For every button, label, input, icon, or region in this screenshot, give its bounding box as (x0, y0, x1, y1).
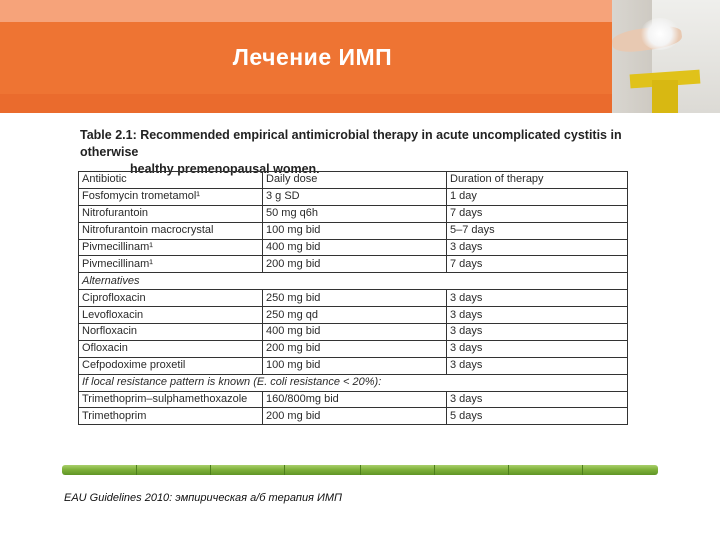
table-row (79, 188, 628, 205)
dose-cell: 400 mg bid (263, 324, 447, 341)
dose-cell: 250 mg bid (263, 290, 447, 307)
table-row (79, 391, 628, 408)
antibiotic-cell: Ciprofloxacin (79, 290, 263, 307)
duration-cell: 3 days (447, 391, 628, 408)
table-row (79, 357, 628, 374)
dose-cell: 3 g SD (263, 188, 447, 205)
antibiotic-cell: Nitrofurantoin macrocrystal (79, 222, 263, 239)
antibiotic-cell: Ofloxacin (79, 340, 263, 357)
dose-cell: 100 mg bid (263, 357, 447, 374)
slide-header (0, 0, 720, 113)
local-resistance-label: If local resistance pattern is known (E. coli resistance < 20%): (79, 374, 628, 391)
dose-cell: 100 mg bid (263, 222, 447, 239)
duration-cell: 3 days (447, 290, 628, 307)
slide-title: Лечение ИМП (232, 44, 393, 70)
dose-cell: 200 mg bid (263, 256, 447, 273)
duration-cell: 3 days (447, 340, 628, 357)
header-cell: Daily dose (263, 172, 447, 189)
duration-cell: 1 day (447, 188, 628, 205)
alternatives-label: Alternatives (79, 273, 628, 290)
dose-cell: 200 mg bid (263, 408, 447, 425)
table-row (79, 205, 628, 222)
table-row (79, 324, 628, 341)
header-cell: Antibiotic (79, 172, 263, 189)
antibiotic-cell: Trimethoprim (79, 408, 263, 425)
antibiotic-cell: Norfloxacin (79, 324, 263, 341)
header-cell: Duration of therapy (447, 172, 628, 189)
table-row (79, 307, 628, 324)
duration-cell: 3 days (447, 239, 628, 256)
table-caption-line1: Table 2.1: Recommended empirical antimicrobial therapy in acute uncomplicated cystitis in otherwise (80, 128, 622, 159)
bamboo-joint (284, 465, 285, 475)
dose-cell: 250 mg qd (263, 307, 447, 324)
antibiotic-cell: Trimethoprim–sulphamethoxazole (79, 391, 263, 408)
table-row (79, 290, 628, 307)
antibiotic-cell: Cefpodoxime proxetil (79, 357, 263, 374)
bamboo-divider (62, 465, 658, 475)
bamboo-joint (508, 465, 509, 475)
table-row (79, 239, 628, 256)
table-caption-line2: healthy premenopausal women. (130, 162, 320, 176)
duration-cell: 7 days (447, 205, 628, 222)
source-footnote: EAU Guidelines 2010: эмпирическая а/б терапия ИМП (64, 492, 342, 504)
antibiotic-cell: Pivmecillinam¹ (79, 239, 263, 256)
dose-cell: 200 mg bid (263, 340, 447, 357)
table-row (79, 256, 628, 273)
photo-glow (640, 18, 680, 50)
dose-cell: 400 mg bid (263, 239, 447, 256)
header-photo (612, 0, 720, 113)
bamboo-joint (434, 465, 435, 475)
bamboo-joint (136, 465, 137, 475)
bamboo-joint (582, 465, 583, 475)
antibiotic-cell: Levofloxacin (79, 307, 263, 324)
bamboo-joint (360, 465, 361, 475)
duration-cell: 3 days (447, 307, 628, 324)
therapy-table (78, 171, 628, 425)
dose-cell: 50 mg q6h (263, 205, 447, 222)
table-row (79, 340, 628, 357)
bamboo-joint (210, 465, 211, 475)
duration-cell: 5–7 days (447, 222, 628, 239)
photo-belt-knot (652, 80, 678, 113)
table-row (79, 222, 628, 239)
section-row (79, 273, 628, 290)
duration-cell: 3 days (447, 357, 628, 374)
section-row (79, 374, 628, 391)
dose-cell: 160/800mg bid (263, 391, 447, 408)
antibiotic-cell: Pivmecillinam¹ (79, 256, 263, 273)
antibiotic-cell: Nitrofurantoin (79, 205, 263, 222)
duration-cell: 3 days (447, 324, 628, 341)
duration-cell: 7 days (447, 256, 628, 273)
table-header-row (79, 172, 628, 189)
antibiotic-cell: Fosfomycin trometamol¹ (79, 188, 263, 205)
table-row (79, 408, 628, 425)
duration-cell: 5 days (447, 408, 628, 425)
